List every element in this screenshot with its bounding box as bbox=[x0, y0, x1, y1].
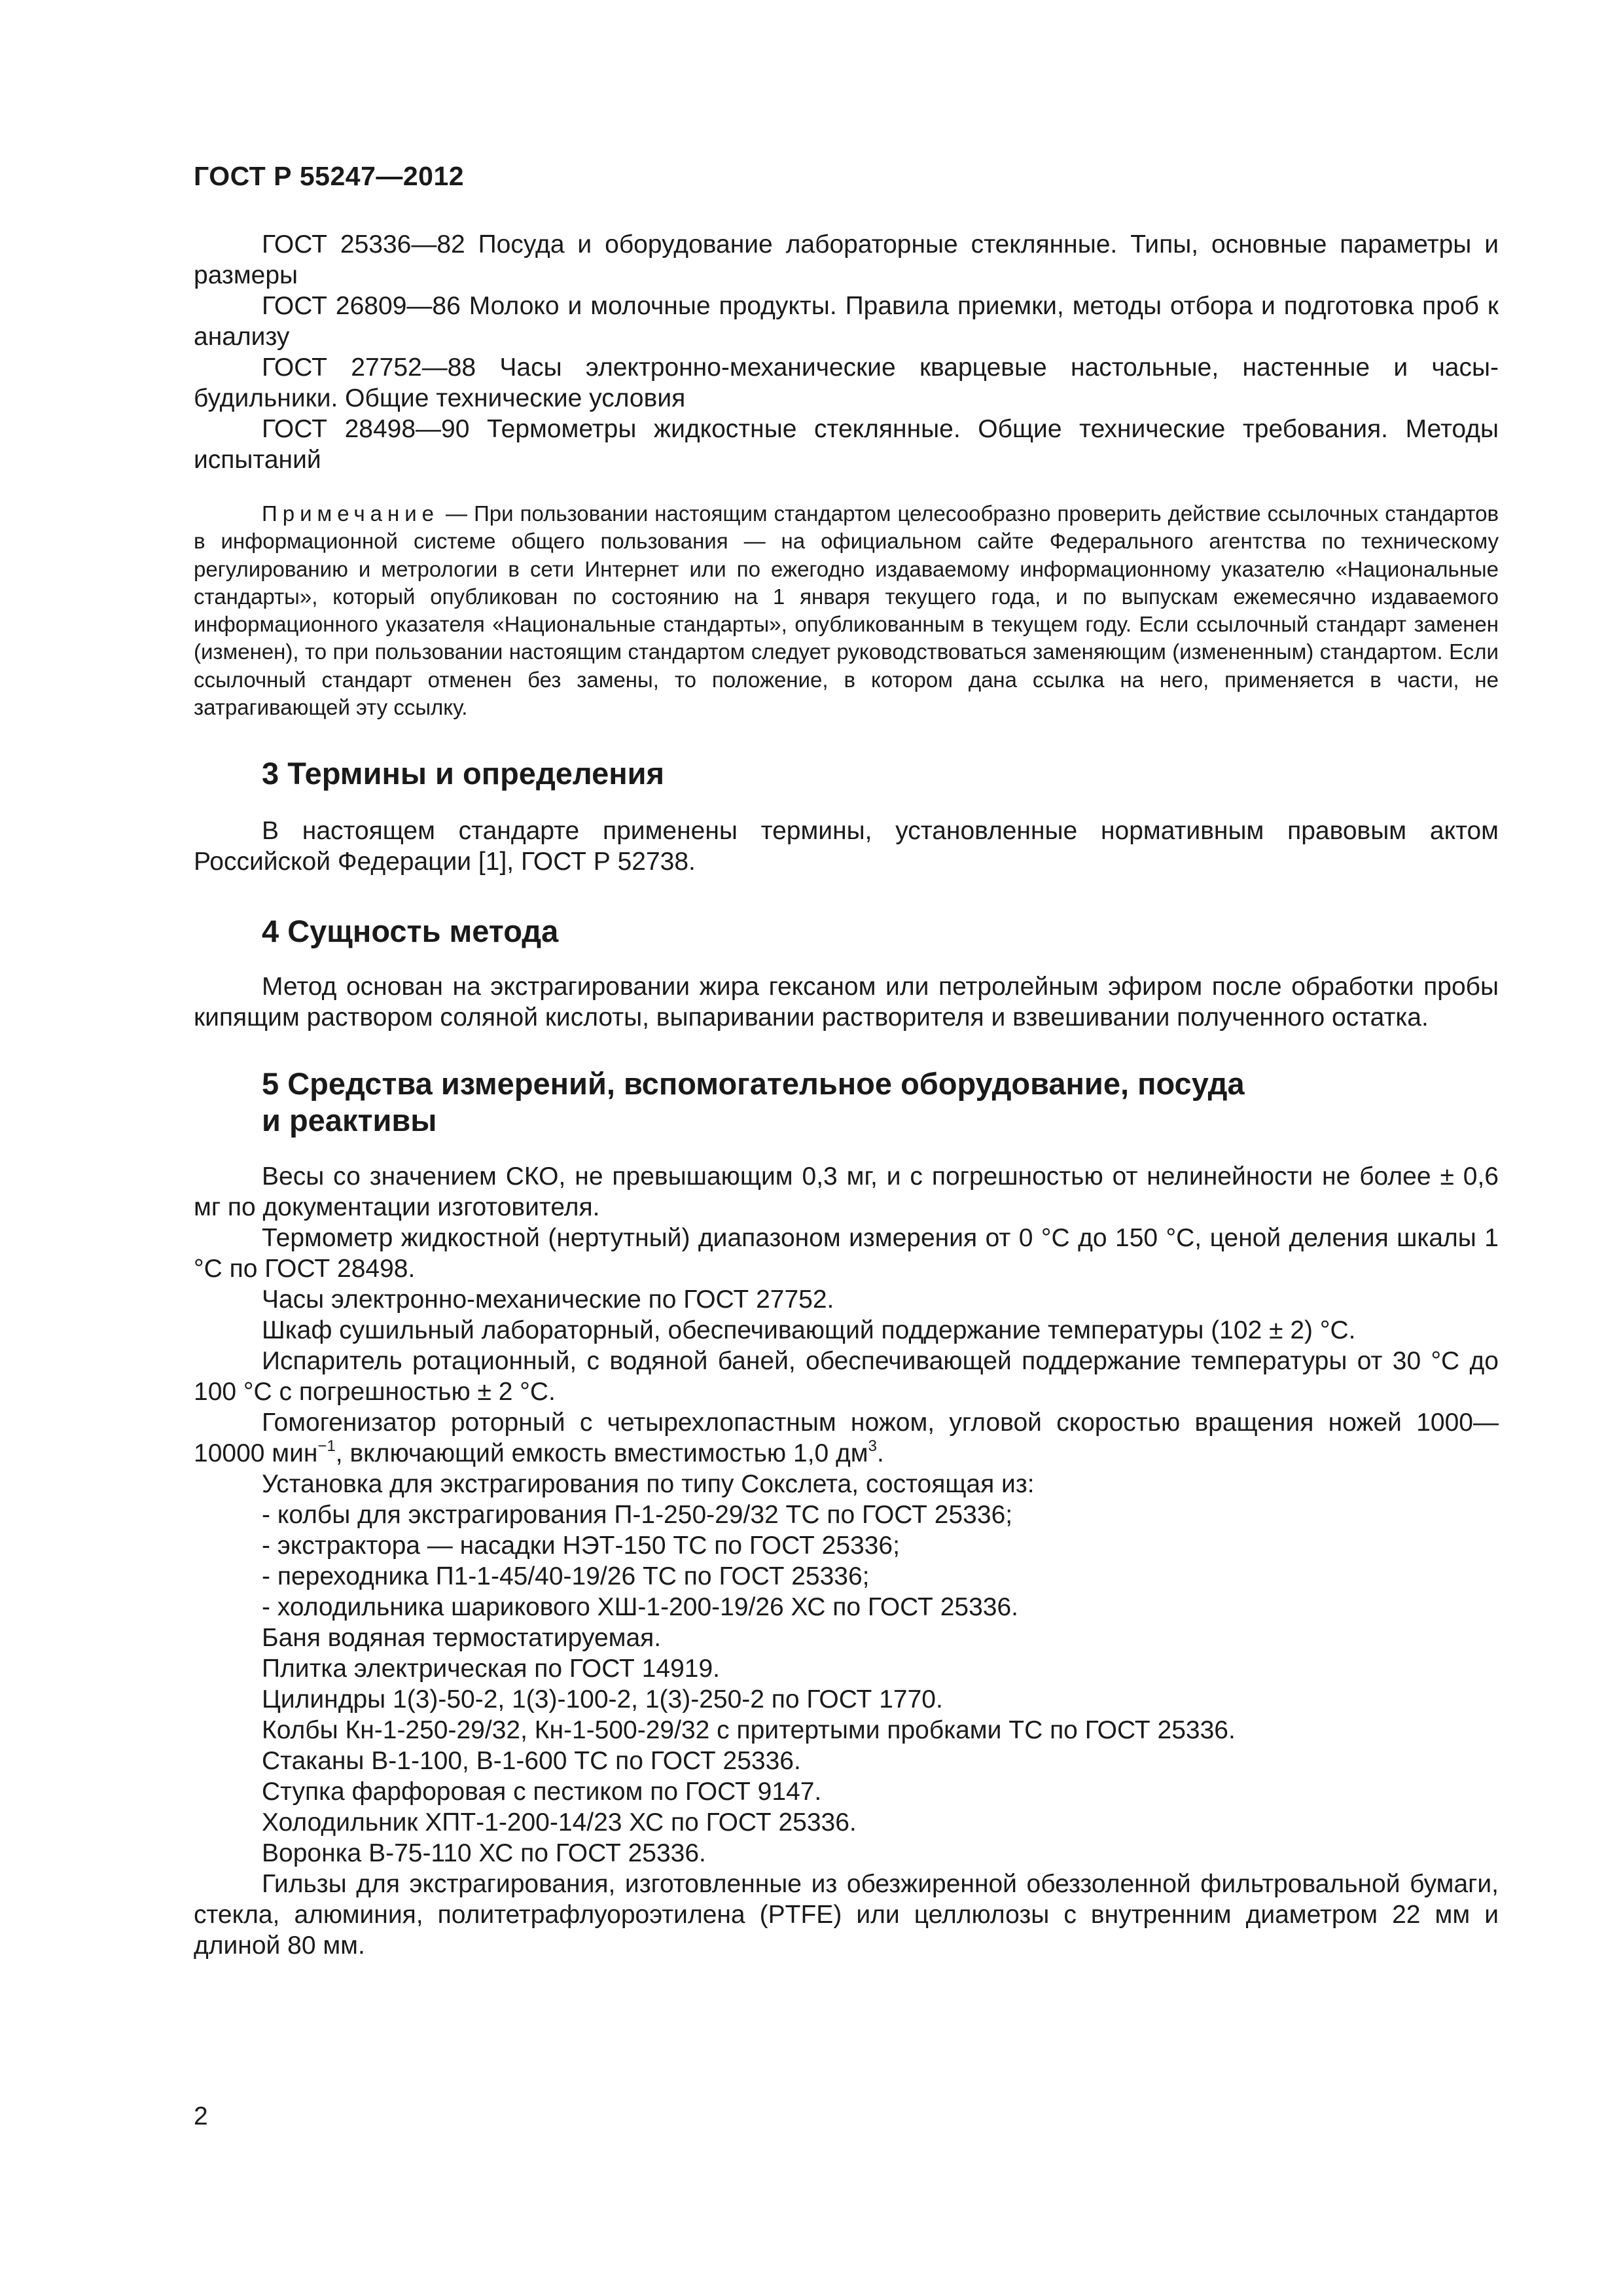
note bbox=[194, 500, 1499, 721]
section-4-text: Метод основан на экстрагировании жира гексаном или петролейным эфиром после обработки пробы кипящим раствором соляной кислоты, выпаривании растворителя и взвешивании полученного остатка. bbox=[194, 973, 1499, 1032]
page-header: ГОСТ Р 55247—2012 bbox=[194, 161, 465, 191]
equipment-item: Стаканы В-1-100, В-1-600 ТС по ГОСТ 25336. bbox=[262, 1747, 801, 1776]
superscript-minus-one: −1 bbox=[317, 1437, 336, 1456]
reference-item: ГОСТ 27752—88 Часы электронно-механические кварцевые настольные, настенные и часы-будильники. Общие технические условия bbox=[194, 353, 1499, 412]
paragraph-clock: Часы электронно-механические по ГОСТ 27752. bbox=[262, 1285, 834, 1314]
section-5-title-line2: и реактивы bbox=[262, 1103, 437, 1138]
note-text: — При пользовании настоящим стандартом целесообразно проверить действие ссылочных стандартов в информационной системе общего пользования — на официальном сайте Федерального агентства по техническому регулированию и метрологии в сети Интернет или по ежегодно издаваемому информационному указателю «Национальные стандарты», который опубликован по состоянию на 1 января текущего года, и по выпускам ежемесячно издаваемого информационного указателя «Национальные стандарты», опубликованным в текущем году. Если ссылочный стандарт заменен (изменен), то при пользовании настоящим стандартом следует руководствоваться заменяющим (измененным) стандартом. Если ссылочный стандарт отменен без замены, то положение, в котором дана ссылка на него, применяется в части, не затрагивающей эту ссылку. bbox=[194, 501, 1499, 720]
equipment-item: Колбы Кн-1-250-29/32, Кн-1-500-29/32 с притертыми пробками ТС по ГОСТ 25336. bbox=[262, 1716, 1236, 1745]
section-5-title-line1: 5 Средства измерений, вспомогательное оборудование, посуда bbox=[262, 1066, 1245, 1102]
section-3-text: В настоящем стандарте применены термины, установленные нормативным правовым актом Российской Федерации [1], ГОСТ Р 52738. bbox=[194, 817, 1499, 876]
paragraph-scales: Весы со значением СКО, не превышающим 0,3 мг, и с погрешностью от нелинейности не более ± 0,6 мг по документации изготовителя. bbox=[194, 1162, 1499, 1222]
reference-item: ГОСТ 26809—86 Молоко и молочные продукты. Правила приемки, методы отбора и подготовка проб к анализу bbox=[194, 292, 1499, 351]
section-5-title bbox=[194, 1066, 1499, 1139]
section-4-title: 4 Сущность метода bbox=[262, 914, 559, 949]
equipment-item: Воронка В-75-110 ХС по ГОСТ 25336. bbox=[262, 1839, 706, 1868]
reference-item: ГОСТ 25336—82 Посуда и оборудование лабораторные стеклянные. Типы, основные параметры и размеры bbox=[194, 230, 1499, 289]
section-3-title: 3 Термины и определения bbox=[262, 756, 664, 791]
superscript-three: 3 bbox=[868, 1437, 877, 1456]
paragraph-soxhlet: Установка для экстрагирования по типу Сокслета, состоящая из: bbox=[262, 1470, 1035, 1499]
equipment-item: Плитка электрическая по ГОСТ 14919. bbox=[262, 1655, 721, 1683]
list-item: - переходника П1-1-45/40-19/26 ТС по ГОСТ 25336; bbox=[262, 1562, 870, 1591]
page-number: 2 bbox=[194, 2102, 208, 2130]
reference-item: ГОСТ 28498—90 Термометры жидкостные стеклянные. Общие технические требования. Методы испытаний bbox=[194, 415, 1499, 474]
homogenizer-text: Гомогенизатор роторный с четырехлопастным ножом, угловой скоростью вращения ножей 1000—10000 мин bbox=[194, 1408, 1499, 1468]
equipment-item: Баня водяная термостатируемая. bbox=[262, 1624, 662, 1653]
paragraph-thermometer: Термометр жидкостной (нертутный) диапазоном измерения от 0 °С до 150 °С, ценой деления шкалы 1 °С по ГОСТ 28498. bbox=[194, 1224, 1499, 1283]
page-content bbox=[194, 229, 1499, 1961]
list-item: - экстрактора — насадки НЭТ-150 ТС по ГОСТ 25336; bbox=[262, 1532, 900, 1560]
equipment-item: Холодильник ХПТ-1-200-14/23 ХС по ГОСТ 25336. bbox=[262, 1808, 857, 1837]
equipment-item: Ступка фарфоровая с пестиком по ГОСТ 9147. bbox=[262, 1778, 822, 1806]
equipment-item: Цилиндры 1(3)-50-2, 1(3)-100-2, 1(3)-250-2 по ГОСТ 1770. bbox=[262, 1685, 943, 1714]
paragraph-thimbles: Гильзы для экстрагирования, изготовленные из обезжиренной обеззоленной фильтровальной бумаги, стекла, алюминия, политетрафлуороэтилена (PTFE) или целлюлозы с внутренним диаметром 22 мм и длиной 80 мм. bbox=[194, 1870, 1499, 1960]
list-item: - холодильника шарикового ХШ-1-200-19/26 ХС по ГОСТ 25336. bbox=[262, 1593, 1018, 1622]
paragraph-homogenizer bbox=[194, 1407, 1499, 1469]
references-list bbox=[194, 229, 1499, 475]
homogenizer-text-end: . bbox=[876, 1439, 884, 1468]
list-item: - колбы для экстрагирования П-1-250-29/32 ТС по ГОСТ 25336; bbox=[262, 1501, 1013, 1530]
note-label: Примечание bbox=[262, 501, 440, 526]
homogenizer-text-mid: , включающий емкость вместимостью 1,0 дм bbox=[335, 1439, 868, 1468]
paragraph-oven: Шкаф сушильный лабораторный, обеспечивающий поддержание температуры (102 ± 2) °С. bbox=[262, 1316, 1356, 1345]
paragraph-evaporator: Испаритель ротационный, с водяной баней, обеспечивающей поддержание температуры от 30 °С до 100 °С с погрешностью ± 2 °С. bbox=[194, 1347, 1499, 1407]
